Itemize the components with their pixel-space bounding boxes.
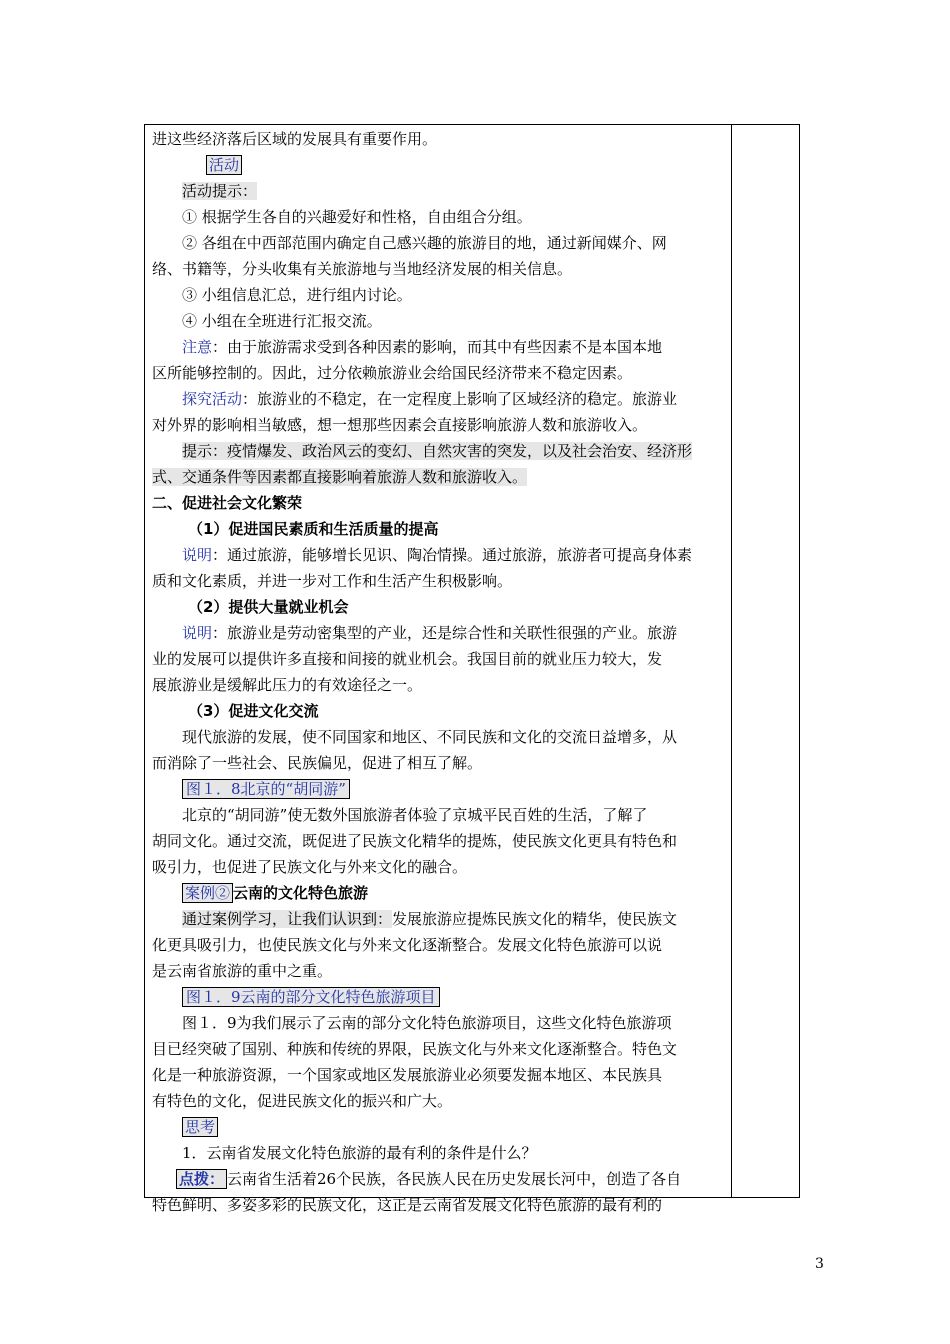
activity-step-2b: 络、书籍等，分头收集有关旅游地与当地经济发展的相关信息。 xyxy=(152,260,573,278)
document-body xyxy=(152,126,726,1218)
case-text-a: 通过案例学习，让我们认识到： xyxy=(182,910,393,928)
tip-text-b: 式、交通条件等因素都直接影响着旅游人数和旅游收入。 xyxy=(152,468,528,486)
description-3a: 现代旅游的发展，使不同国家和地区、不同民族和文化的交流日益增多，从 xyxy=(182,728,678,746)
think-label: 思考 xyxy=(182,1117,218,1137)
hint-label: 点拨： xyxy=(176,1169,227,1189)
case-text-d: 是云南省旅游的重中之重。 xyxy=(152,962,333,980)
subsection-heading-3: （3）促进文化交流 xyxy=(188,702,319,720)
case-text-b: 发展旅游应提炼民族文化的精华，使民族文 xyxy=(392,910,678,928)
page-number: 3 xyxy=(815,1256,824,1272)
note-text-a: ：由于旅游需求受到各种因素的影响，而其中有些因素不是本国本地 xyxy=(212,338,663,356)
text-line: 进这些经济落后区域的发展具有重要作用。 xyxy=(152,130,438,148)
subsection-heading-1: （1）促进国民素质和生活质量的提高 xyxy=(188,520,439,538)
description-3b: 而消除了一些社会、民族偏见，促进了相互了解。 xyxy=(152,754,483,772)
note-text-b: 区所能够控制的。因此，过分依赖旅游业会给国民经济带来不稳定因素。 xyxy=(152,364,633,382)
figure-1-9-text-a: 图１．9为我们展示了云南的部分文化特色旅游项目，这些文化特色旅游项 xyxy=(182,1014,672,1032)
figure-1-9-label: 图１．9云南的部分文化特色旅游项目 xyxy=(182,987,440,1007)
question-1: 1．云南省发展文化特色旅游的最有利的条件是什么？ xyxy=(182,1144,537,1162)
hint-text-b: 特色鲜明、多姿多彩的民族文化，这正是云南省发展文化特色旅游的最有利的 xyxy=(152,1196,663,1214)
table-column-divider xyxy=(731,124,732,1198)
explore-text-b: 对外界的影响相当敏感，想一想那些因素会直接影响旅游人数和旅游收入。 xyxy=(152,416,648,434)
activity-step-1: ① 根据学生各自的兴趣爱好和性格，自由组合分组。 xyxy=(182,208,532,226)
figure-1-9-text-d: 有特色的文化，促进民族文化的振兴和广大。 xyxy=(152,1092,453,1110)
description-1a: ：通过旅游，能够增长见识、陶冶情操。通过旅游，旅游者可提高身体素 xyxy=(212,546,693,564)
figure-1-8-text-b: 胡同文化。通过交流，既促进了民族文化精华的提炼，使民族文化更具有特色和 xyxy=(152,832,678,850)
description-label-1: 说明 xyxy=(182,546,213,564)
figure-1-8-text-a: 北京的“胡同游”使无数外国旅游者体验了京城平民百姓的生活，了解了 xyxy=(182,806,648,824)
description-1b: 质和文化素质，并进一步对工作和生活产生积极影响。 xyxy=(152,572,513,590)
activity-step-4: ④ 小组在全班进行汇报交流。 xyxy=(182,312,382,330)
note-label: 注意 xyxy=(182,338,213,356)
activity-step-2a: ② 各组在中西部范围内确定自己感兴趣的旅游目的地，通过新闻媒介、网 xyxy=(182,234,667,252)
hint-text-a: 云南省生活着26个民族，各民族人民在历史发展长河中，创造了各自 xyxy=(227,1170,682,1188)
case-title: 云南的文化特色旅游 xyxy=(233,884,369,902)
description-2a: ：旅游业是劳动密集型的产业，还是综合性和关联性很强的产业。旅游 xyxy=(212,624,678,642)
activity-step-3: ③ 小组信息汇总，进行组内讨论。 xyxy=(182,286,412,304)
figure-1-9-text-b: 目已经突破了国别、种族和传统的界限，民族文化与外来文化逐渐整合。特色文 xyxy=(152,1040,678,1058)
figure-1-8-label: 图１．8北京的“胡同游” xyxy=(182,779,350,799)
tip-text-a: 提示：疫情爆发、政治风云的变幻、自然灾害的突发，以及社会治安、经济形 xyxy=(182,442,693,460)
explore-label: 探究活动 xyxy=(182,390,243,408)
description-2b: 业的发展可以提供许多直接和间接的就业机会。我国目前的就业压力较大，发 xyxy=(152,650,663,668)
description-2c: 展旅游业是缓解此压力的有效途径之一。 xyxy=(152,676,423,694)
case-label: 案例② xyxy=(182,883,233,903)
explore-text-a: ：旅游业的不稳定，在一定程度上影响了区域经济的稳定。旅游业 xyxy=(242,390,678,408)
section-heading-2: 二、促进社会文化繁荣 xyxy=(152,494,303,512)
description-label-2: 说明 xyxy=(182,624,213,642)
subsection-heading-2: （2）提供大量就业机会 xyxy=(188,598,349,616)
case-text-c: 化更具吸引力，也使民族文化与外来文化逐渐整合。发展文化特色旅游可以说 xyxy=(152,936,663,954)
figure-1-8-text-c: 吸引力，也促进了民族文化与外来文化的融合。 xyxy=(152,858,468,876)
activity-hint-label: 活动提示： xyxy=(182,182,258,200)
figure-1-9-text-c: 化是一种旅游资源，一个国家或地区发展旅游业必须要发掘本地区、本民族具 xyxy=(152,1066,663,1084)
activity-label: 活动 xyxy=(206,155,242,175)
